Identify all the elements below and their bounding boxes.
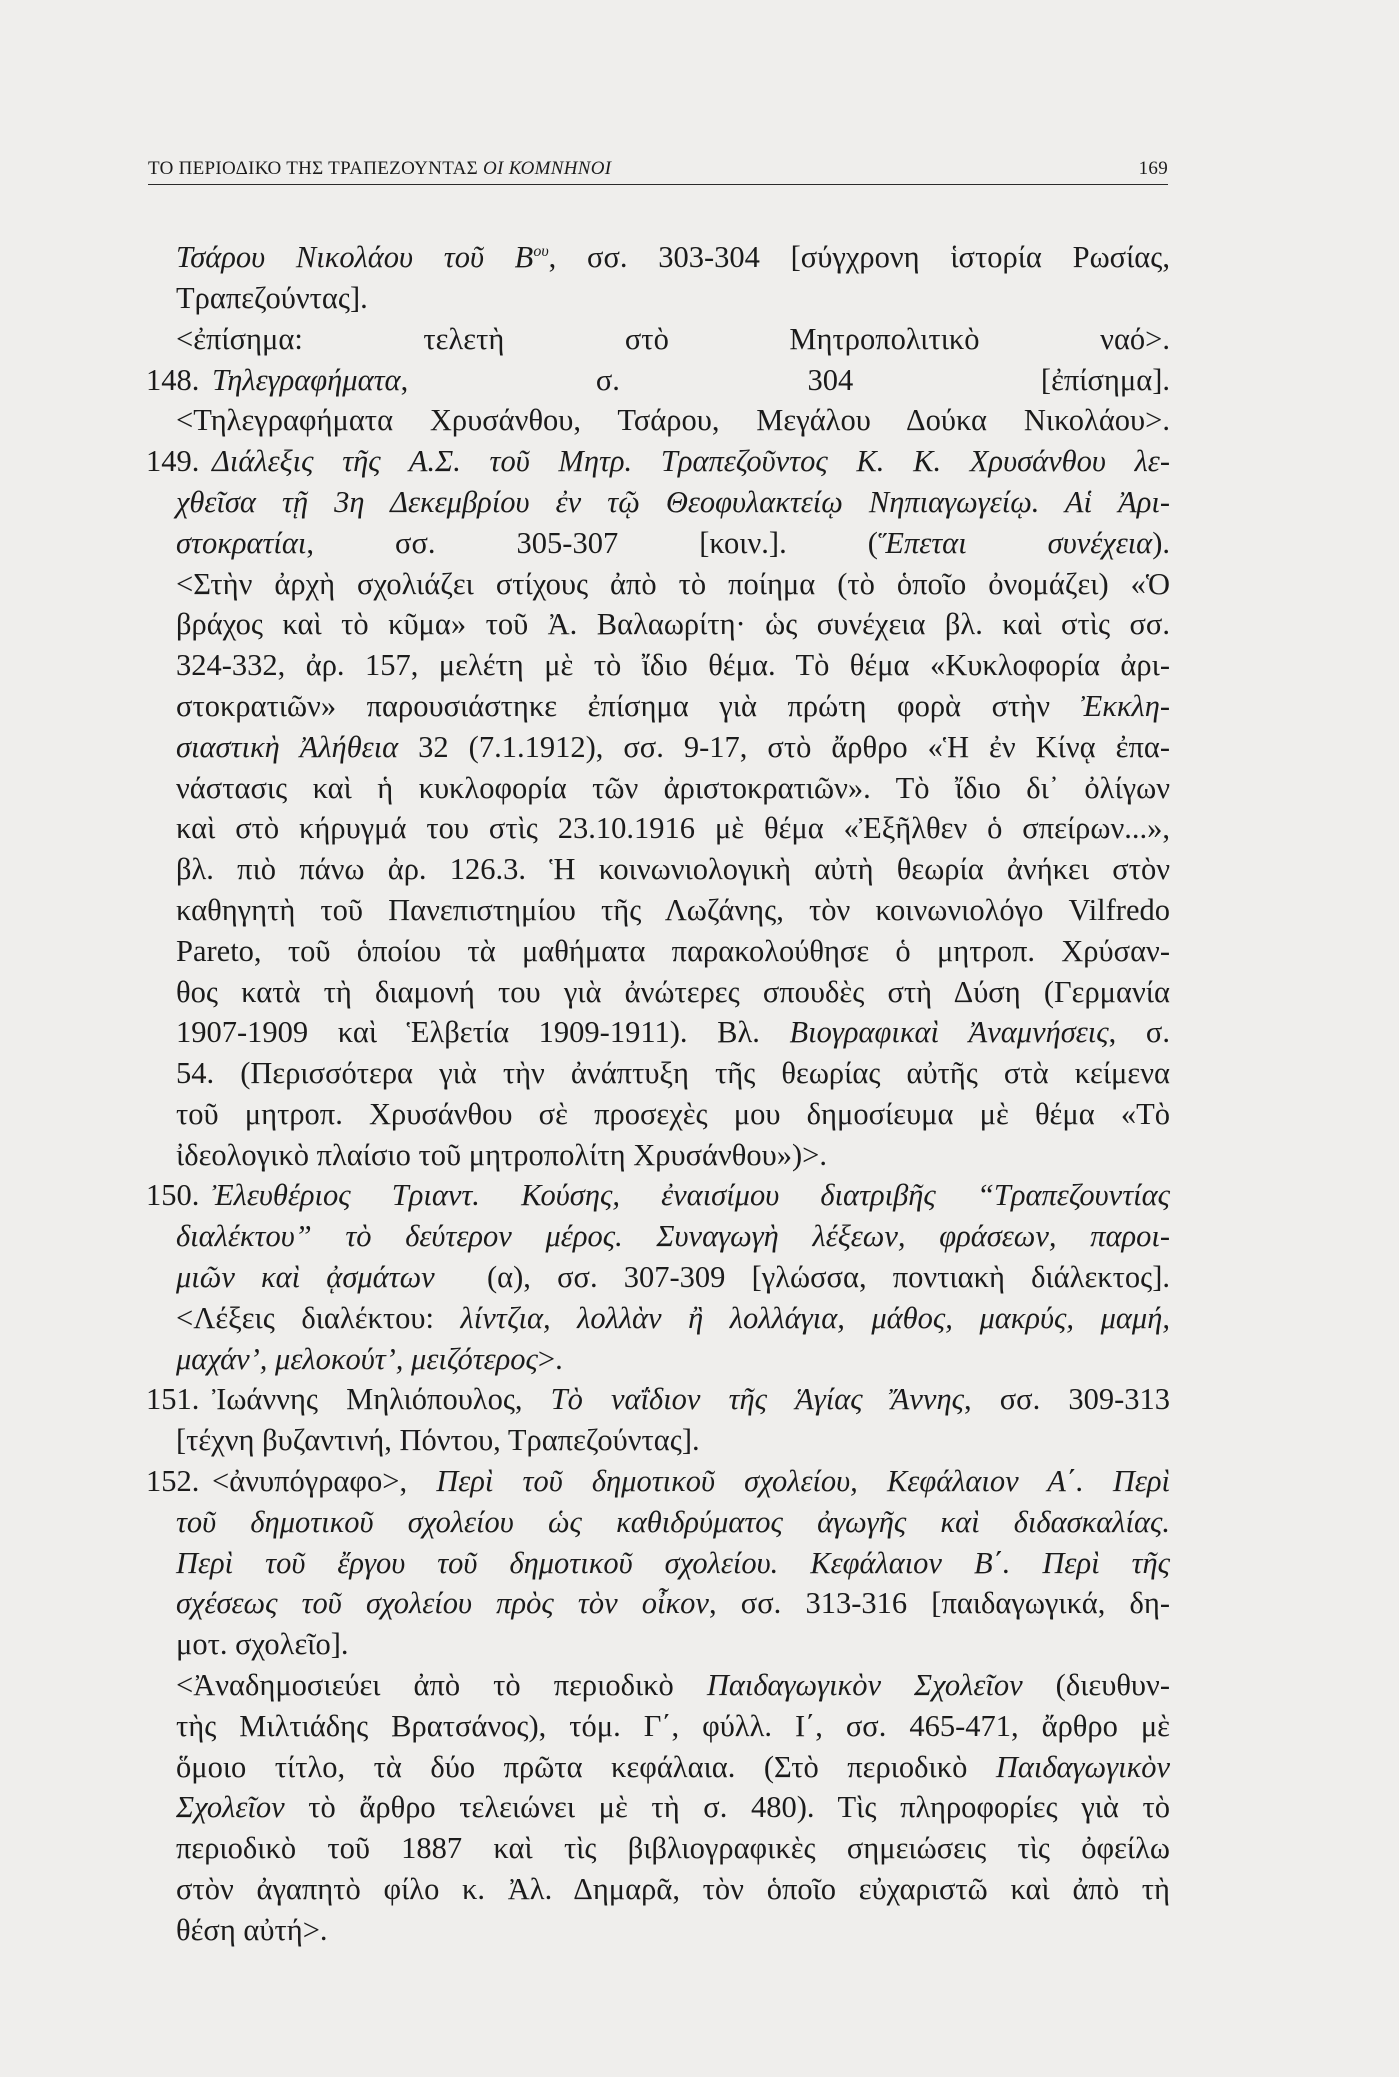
line-text: 54. (Περισσότερα γιὰ τὴν ἀνάπτυξη τῆς θεωρίας αὐτῆς στὰ κείμενα (176, 1056, 1170, 1091)
line-text: Σχολεῖον τὸ ἄρθρο τελειώνει μὲ τὴ σ. 480). Τὶς πληροφορίες γιὰ τὸ (176, 1790, 1170, 1825)
line-text: καὶ στὸ κήρυγμά του στὶς 23.10.1916 μὲ θέμα «Ἐξῆλθεν ὁ σπείρων...», (176, 811, 1170, 846)
line-text: <ἀνυπόγραφο>, Περὶ τοῦ δημοτικοῦ σχολείου, Κεφάλαιον Α΄. Περὶ (212, 1464, 1171, 1499)
line-text: <Ἀναδημοσιεύει ἀπὸ τὸ περιοδικὸ Παιδαγωγικὸν Σχολεῖον (διευθυν- (176, 1668, 1170, 1703)
line-text: ὅμοιο τίτλο, τὰ δύο πρῶτα κεφάλαια. (Στὸ περιοδικὸ Παιδαγωγικὸν (176, 1749, 1170, 1784)
text-line (148, 768, 1170, 809)
text-line (148, 1053, 1170, 1094)
text-line (148, 1012, 1170, 1053)
text-line (148, 232, 1170, 278)
text-line (148, 1787, 1170, 1828)
text-line (148, 1502, 1170, 1543)
text-line (148, 890, 1170, 931)
running-title (148, 158, 611, 180)
text-line (148, 1339, 1170, 1380)
entry-number: 152. (146, 1464, 200, 1499)
text-line (148, 564, 1170, 605)
text-line (148, 1706, 1170, 1747)
line-text: Διάλεξις τῆς Α.Σ. τοῦ Μητρ. Τραπεζοῦντος Κ. Κ. Χρυσάνθου λε- (212, 444, 1170, 479)
text-line (148, 686, 1170, 727)
line-text: νάστασις καὶ ἡ κυκλοφορία τῶν ἀριστοκρατιῶν». Τὸ ἴδιο δι᾽ ὀλίγων (176, 770, 1170, 805)
text-line (148, 523, 1170, 564)
text-line (148, 727, 1170, 768)
line-text: Τραπεζούντας]. (176, 280, 368, 315)
entry-first-line (148, 1461, 1170, 1502)
line-text: <Λέξεις διαλέκτου: λίντζια, λολλὰν ἢ λολλάγια, μάθος, μακρύς, μαμή, (176, 1300, 1170, 1335)
text-line (148, 1583, 1170, 1624)
line-text: βλ. πιὸ πάνω ἀρ. 126.3. Ἡ κοινωνιολογικὴ αὐτὴ θεωρία ἀνήκει στὸν (176, 852, 1170, 887)
text-line (148, 278, 1170, 319)
line-text: τοῦ μητροπ. Χρυσάνθου σὲ προσεχὲς μου δημοσίευμα μὲ θέμα «Τὸ (176, 1096, 1170, 1131)
text-line (148, 1869, 1170, 1910)
running-title-italic: ΟΙ ΚΟΜΝΗΝΟΙ (483, 158, 612, 179)
text-line (148, 1257, 1170, 1298)
text-line (148, 972, 1170, 1013)
line-text: Ἐλευθέριος Τριαντ. Κούσης, ἐναισίμου διατριβῆς “Τραπεζουντίας (212, 1178, 1170, 1213)
line-text: Τηλεγραφήματα, σ. 304 [ἐπίσημα]. (212, 362, 1170, 397)
running-header (148, 158, 1168, 185)
line-text: μοτ. σχολεῖο]. (176, 1627, 349, 1662)
line-text: στὸν ἀγαπητὸ φίλο κ. Ἀλ. Δημαρᾶ, τὸν ὁποῖο εὐχαριστῶ καὶ ἀπὸ τὴ (176, 1872, 1170, 1907)
entry-number: 149. (146, 444, 200, 479)
text-line (148, 808, 1170, 849)
text-line (148, 849, 1170, 890)
entry-number: 148. (146, 362, 200, 397)
line-text: καθηγητὴ τοῦ Πανεπιστημίου τῆς Λωζάνης, τὸν κοινωνιολόγο Vilfredo (176, 892, 1170, 927)
text-line (148, 1828, 1170, 1869)
page-body (148, 232, 1170, 1951)
running-title-plain: ΤΟ ΠΕΡΙΟΔΙΚΟ ΤΗΣ ΤΡΑΠΕΖΟΥΝΤΑΣ (148, 158, 478, 179)
text-line (148, 645, 1170, 686)
line-text: σχέσεως τοῦ σχολείου πρὸς τὸν οἶκον, σσ. 313-316 [παιδαγωγικά, δη- (176, 1586, 1170, 1621)
text-line (148, 931, 1170, 972)
line-text: μαχάν’, μελοκούτ’, μειζότερος>. (176, 1341, 563, 1376)
line-text: χθεῖσα τῇ 3η Δεκεμβρίου ἐν τῷ Θεοφυλακτείῳ Νηπιαγωγείῳ. Αἱ Ἀρι- (176, 484, 1170, 519)
line-text: Τσάρου Νικολάου τοῦ $B^{o\upsilon}$, σσ. 303-304 [σύγχρονη ἱστορία Ρωσίας, (176, 240, 1170, 275)
line-text: μιῶν καὶ ᾀσμάτων (α), σσ. 307-309 [γλώσσα, ποντιακὴ διάλεκτος]. (176, 1260, 1170, 1295)
line-text: βράχος καὶ τὸ κῦμα» τοῦ Ἀ. Βαλαωρίτη· ὡς συνέχεια βλ. καὶ στὶς σσ. (176, 607, 1170, 642)
entry-first-line (148, 441, 1170, 482)
text-line (148, 1135, 1170, 1176)
entry-first-line (148, 1379, 1170, 1420)
text-line (148, 1910, 1170, 1951)
text-line (148, 604, 1170, 645)
text-line (148, 400, 1170, 441)
line-text: τὴς Μιλτιάδης Βρατσάνος), τόμ. Γ΄, φύλλ. Ι΄, σσ. 465-471, ἄρθρο μὲ (176, 1708, 1170, 1743)
line-text: θέση αὐτή>. (176, 1912, 328, 1947)
line-text: Περὶ τοῦ ἔργου τοῦ δημοτικοῦ σχολείου. Κεφάλαιον Β΄. Περὶ τῆς (176, 1545, 1170, 1580)
text-line (148, 1665, 1170, 1706)
line-text: θος κατὰ τὴ διαμονή του γιὰ ἀνώτερες σπουδὲς στὴ Δύση (Γερμανία (176, 974, 1170, 1009)
entry-number: 151. (146, 1382, 200, 1417)
page-number: 169 (1138, 158, 1168, 179)
line-text: Pareto, τοῦ ὁποίου τὰ μαθήματα παρακολούθησε ὁ μητροπ. Χρύσαν- (176, 933, 1170, 968)
line-text: περιοδικὸ τοῦ 1887 καὶ τὶς βιβλιογραφικὲς σημειώσεις τὶς ὀφείλω (176, 1831, 1170, 1866)
line-text: <ἐπίσημα: τελετὴ στὸ Μητροπολιτικὸ ναό>. (176, 321, 1170, 356)
line-text: τοῦ δημοτικοῦ σχολείου ὡς καθιδρύματος ἀγωγῆς καὶ διδασκαλίας. (176, 1504, 1170, 1539)
text-line (148, 1420, 1170, 1461)
line-text: [τέχνη βυζαντινή, Πόντου, Τραπεζούντας]. (176, 1423, 700, 1458)
text-line (148, 1624, 1170, 1665)
line-text: ἰδεολογικὸ πλαίσιο τοῦ μητροπολίτη Χρυσάνθου»)>. (176, 1137, 827, 1172)
entry-first-line (148, 1175, 1170, 1216)
text-line (148, 1216, 1170, 1257)
line-text: στοκρατίαι, σσ. 305-307 [κοιν.]. (Ἕπεται συνέχεια). (176, 525, 1170, 560)
line-text: διαλέκτου” τὸ δεύτερον μέρος. Συναγωγὴ λέξεων, φράσεων, παροι- (176, 1219, 1170, 1254)
text-line (148, 1747, 1170, 1788)
line-text: 1907-1909 καὶ Ἑλβετία 1909-1911). Βλ. Βιογραφικαὶ Ἀναμνήσεις, σ. (176, 1015, 1170, 1050)
line-text: <Στὴν ἀρχὴ σχολιάζει στίχους ἀπὸ τὸ ποίημα (τὸ ὁποῖο ὀνομάζει) «Ὁ (176, 566, 1170, 601)
line-text: Ἰωάννης Μηλιόπουλος, Τὸ ναΐδιον τῆς Ἁγίας Ἄννης, σσ. 309-313 (212, 1382, 1170, 1417)
text-line (148, 1298, 1170, 1339)
text-line (148, 1543, 1170, 1584)
line-text: 324-332, ἀρ. 157, μελέτη μὲ τὸ ἴδιο θέμα. Τὸ θέμα «Κυκλοφορία ἀρι- (176, 648, 1170, 683)
line-text: σιαστικὴ Ἀλήθεια 32 (7.1.1912), σσ. 9-17, στὸ ἄρθρο «Ἡ ἐν Κίνᾳ ἐπα- (176, 729, 1170, 764)
line-text: στοκρατιῶν» παρουσιάστηκε ἐπίσημα γιὰ πρώτη φορὰ στὴν Ἐκκλη- (176, 688, 1170, 723)
entry-number: 150. (146, 1178, 200, 1213)
text-line (148, 319, 1170, 360)
entry-first-line (148, 360, 1170, 401)
text-line (148, 482, 1170, 523)
text-line (148, 1094, 1170, 1135)
line-text: <Τηλεγραφήματα Χρυσάνθου, Τσάρου, Μεγάλου Δούκα Νικολάου>. (176, 403, 1170, 438)
